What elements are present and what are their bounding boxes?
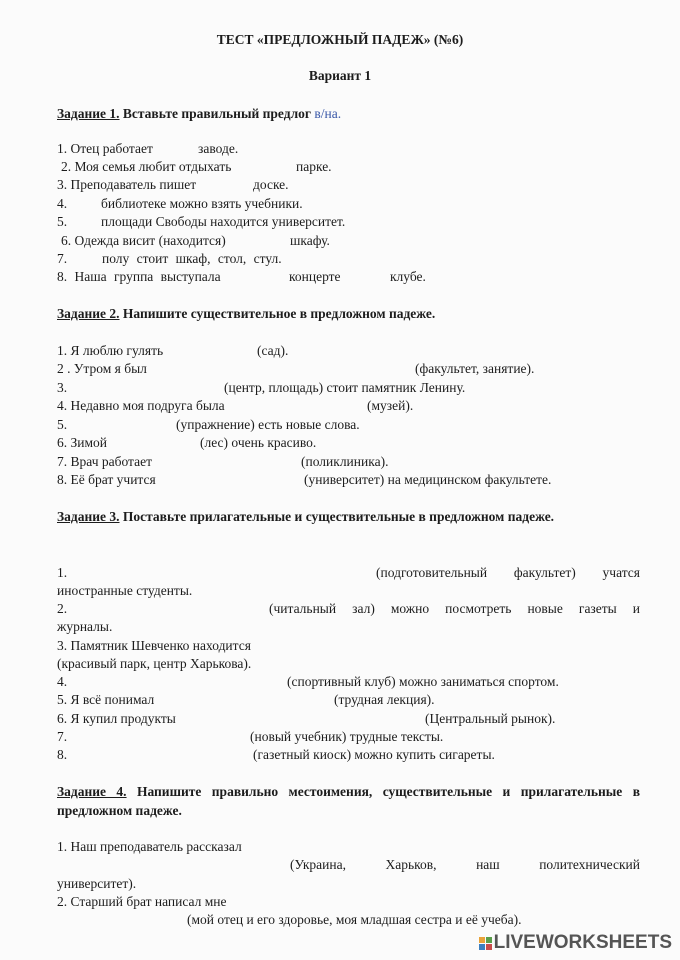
task2-label: Задание 2. xyxy=(57,306,120,321)
task3-item-8-end: (газетный киоск) можно купить сигареты. xyxy=(253,747,495,762)
task3-label: Задание 3. xyxy=(57,509,120,524)
task3-item-4-end: (спортивный клуб) можно заниматься спортом. xyxy=(287,674,559,689)
task1-item-6-end: шкафу. xyxy=(290,233,330,248)
task2-item-2: 2 . Утром я был xyxy=(57,361,147,376)
task1-preposition: в/на. xyxy=(314,106,342,121)
task2-heading xyxy=(57,304,640,323)
task2-item-8: 8. Её брат учится xyxy=(57,472,156,487)
variant-heading: Вариант 1 xyxy=(308,68,372,83)
task1-item-4-end: библиотеке можно взять учебники. xyxy=(101,196,303,211)
task3-item-6-end: (Центральный рынок). xyxy=(425,711,556,726)
task1-item-3: 3. Преподаватель пишет xyxy=(57,177,197,192)
task4-item-1-cont: университет). xyxy=(57,876,137,891)
task4-heading xyxy=(57,782,640,820)
task2-item-7: 7. Врач работает xyxy=(57,454,153,469)
task3-item-1-cont: иностранные студенты. xyxy=(57,583,193,598)
task1-item-2: 2. Моя семья любит отдыхать xyxy=(61,159,232,174)
task1-item-1: 1. Отец работает xyxy=(57,141,153,156)
task2-instruction: Напишите существительное в предложном падеже. xyxy=(119,306,436,321)
task2-item-1: 1. Я люблю гулять xyxy=(57,343,164,358)
task4-instruction: Напишите правильно местоимения, существительные и прилагательные в предложном падеже. xyxy=(57,784,640,818)
liveworksheets-logo xyxy=(479,932,672,954)
task4-item-2: 2. Старший брат написал мне xyxy=(57,894,227,909)
task1-item-7: 7. xyxy=(57,251,68,266)
task1-item-2-end: парке. xyxy=(296,159,332,174)
task3-instruction: Поставьте прилагательные и существительные в предложном падеже. xyxy=(119,509,555,524)
task3-item-8: 8. xyxy=(57,747,68,762)
task3-item-7-end: (новый учебник) трудные тексты. xyxy=(250,729,444,744)
task1-instruction: Вставьте правильный предлог xyxy=(119,106,315,121)
task3-item-1-end: (подготовительный факультет) учатся xyxy=(376,565,640,580)
task2-item-3: 3. xyxy=(57,380,68,395)
task2-item-1-end: (сад). xyxy=(257,343,289,358)
task4-item-1-hint: (Украина, Харьков, наш политехнический xyxy=(290,857,640,872)
task3-item-2-cont: журналы. xyxy=(57,619,113,634)
task4-label: Задание 4. xyxy=(57,784,127,799)
task2-item-8-end: (университет) на медицинском факультете. xyxy=(304,472,552,487)
task3-item-2-end: (читальный зал) можно посмотреть новые газеты и xyxy=(269,601,640,616)
task3-heading xyxy=(57,507,640,526)
task1-item-5: 5. xyxy=(57,214,68,229)
task2-item-4-end: (музей). xyxy=(367,398,414,413)
task2-item-7-end: (поликлиника). xyxy=(301,454,389,469)
task2-item-6: 6. Зимой xyxy=(57,435,108,450)
task1-item-4: 4. xyxy=(57,196,68,211)
task3-item-3-cont: (красивый парк, центр Харькова). xyxy=(57,656,252,671)
task2-item-6-end: (лес) очень красиво. xyxy=(200,435,317,450)
task2-item-5-end: (упражнение) есть новые слова. xyxy=(176,417,360,432)
task2-item-2-end: (факультет, занятие). xyxy=(415,361,535,376)
task1-item-3-end: доске. xyxy=(253,177,289,192)
task4-item-1: 1. Наш преподаватель рассказал xyxy=(57,839,242,854)
logo-text: LIVEWORKSHEETS xyxy=(493,932,672,953)
task3-item-1: 1. xyxy=(57,565,68,580)
task2-item-4: 4. Недавно моя подруга была xyxy=(57,398,225,413)
task4-item-2-hint: (мой отец и его здоровье, моя младшая сестра и её учеба). xyxy=(187,912,522,927)
task2-item-5: 5. xyxy=(57,417,68,432)
task3-item-2: 2. xyxy=(57,601,68,616)
task3-item-5-end: (трудная лекция). xyxy=(334,692,435,707)
task1-item-1-end: заводе. xyxy=(198,141,239,156)
logo-squares-icon xyxy=(479,937,492,950)
task1-item-8-mid: концерте xyxy=(289,269,341,284)
task1-item-8-end: клубе. xyxy=(390,269,426,284)
task3-item-7: 7. xyxy=(57,729,68,744)
task1-item-5-end: площади Свободы находится университет. xyxy=(101,214,346,229)
task1-item-7-end: полу стоит шкаф, стол, стул. xyxy=(102,251,282,266)
page-title: ТЕСТ «ПРЕДЛОЖНЫЙ ПАДЕЖ» (№6) xyxy=(216,32,464,47)
task3-item-5: 5. Я всё понимал xyxy=(57,692,155,707)
task1-heading xyxy=(57,104,640,123)
task3-item-3: 3. Памятник Шевченко находится xyxy=(57,638,251,653)
task3-item-6: 6. Я купил продукты xyxy=(57,711,176,726)
task3-item-4: 4. xyxy=(57,674,68,689)
task1-label: Задание 1. xyxy=(57,106,120,121)
task1-item-8: 8. Наша группа выступала xyxy=(57,269,221,284)
task2-item-3-end: (центр, площадь) стоит памятник Ленину. xyxy=(224,380,466,395)
task1-item-6: 6. Одежда висит (находится) xyxy=(61,233,226,248)
